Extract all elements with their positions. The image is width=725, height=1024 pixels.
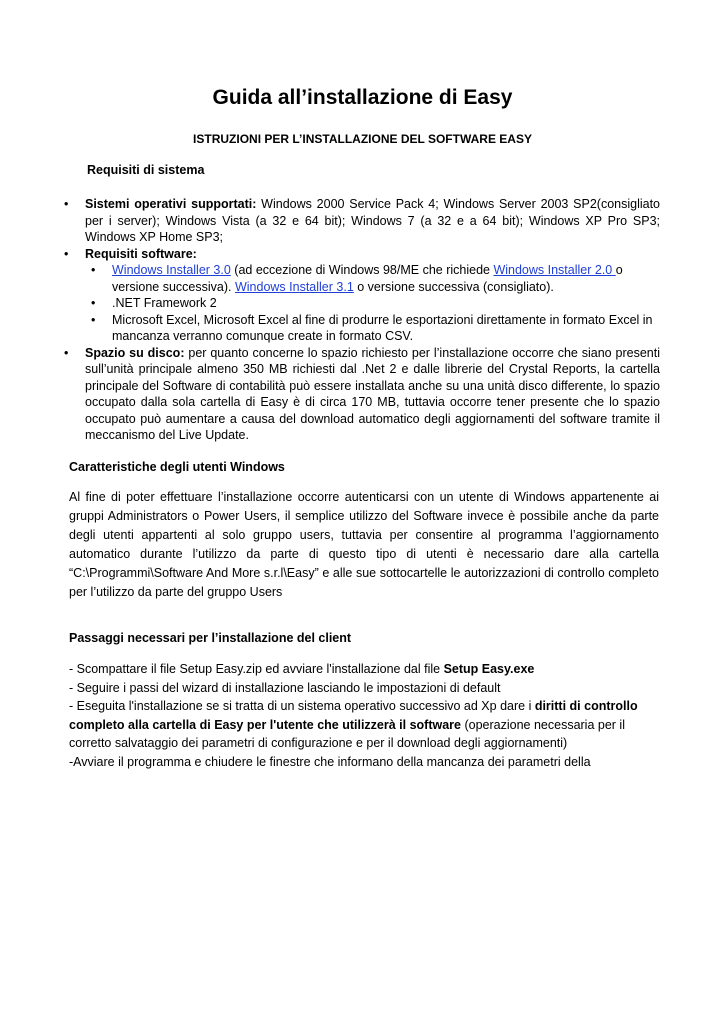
- list-item-disk: [85, 345, 660, 444]
- step-3-after: (operazione necessaria per il corretto salvataggio dei parametri di configurazione e per il download degli aggiornamenti): [69, 717, 625, 750]
- list-item-os: [85, 196, 660, 246]
- os-text: Windows 2000 Service Pack 4; Windows Server 2003 SP2(consigliato per i server); Windows Vista (a 32 e 64 bit); Windows 7 (a 32 e a 64 bit); Windows XP Pro SP3; Windows XP Home SP3;: [85, 197, 661, 244]
- client-heading: Passaggi necessari per l’installazione del client: [69, 631, 352, 645]
- software-label: Requisiti software:: [85, 246, 197, 261]
- step-4: -Avviare il programma e chiudere le finestre che informano della mancanza dei parametri della: [69, 754, 591, 769]
- requirements-list: [85, 196, 660, 444]
- step-2: - Seguire i passi del wizard di installazione lasciando le impostazioni di default: [69, 680, 501, 695]
- disk-label: Spazio su disco:: [85, 345, 185, 360]
- client-steps: [69, 660, 659, 771]
- sublist-item-dotnet: • .NET Framework 2: [85, 295, 660, 312]
- windows-installer-3-0-link[interactable]: Windows Installer 3.0: [112, 263, 231, 277]
- document-title: Guida all’installazione di Easy: [212, 86, 513, 109]
- step-3: [69, 697, 659, 753]
- step-3-bold: diritti di controllo completo alla cartella di Easy per l'utente che utilizzerà il software: [69, 699, 638, 732]
- installer-text-2: o versione successiva).: [112, 263, 623, 294]
- document-subtitle: ISTRUZIONI PER L’INSTALLAZIONE DEL SOFTWARE EASY: [193, 132, 532, 146]
- sublist-item-excel: • Microsoft Excel, Microsoft Excel al fine di produrre le esportazioni direttamente in formato Excel in mancanza verranno comunque create in formato CSV.: [85, 312, 660, 345]
- step-1-text: - Scompattare il file Setup Easy.zip ed avviare l'installazione dal file: [69, 662, 444, 676]
- windows-installer-2-0-link[interactable]: Windows Installer 2.0: [493, 263, 616, 277]
- software-sublist: [85, 262, 660, 345]
- users-paragraph: Al fine di poter effettuare l’installazione occorre autenticarsi con un utente di Windows appartenente ai gruppi Administrators o Power Users, il semplice utilizzo del Software invece è possibile anche da parte degli utenti appartenti al solo gruppo users, tuttavia per consentire al programma l’aggiornamento automatico durante l’utilizzo da parte di questo tipo di utenti è necessario dare alla cartella “C:\Programmi\Software And More s.r.l\Easy” e alle sue sottocartelle le autorizzazioni di controllo completo per l’utilizzo da parte del gruppo Users: [69, 490, 659, 599]
- installer-text-3: o versione successiva (consigliato).: [353, 279, 554, 294]
- list-item-software: [85, 246, 660, 345]
- users-heading: Caratteristiche degli utenti Windows: [69, 460, 285, 474]
- setup-exe-filename: Setup Easy.exe: [443, 662, 535, 676]
- sublist-item-installer: [85, 262, 660, 295]
- step-1: [69, 660, 659, 679]
- disk-text: per quanto concerne lo spazio richiesto per l’installazione occorre che siano presenti sull’unità principale almeno 350 MB richiesti dal .Net 2 e dalle librerie del Crystal Reports, la cartella principale del Software di contabilità può essere installata anche su una unità disco differente, lo spazio occupato dalla sola cartella di Easy è di circa 170 MB, tuttavia occorre tener presente che lo spazio occupato può aumentare a causa del download automatico degli aggiornamenti del software tramite il meccanismo del Live Update.: [85, 345, 660, 442]
- os-label: Sistemi operativi supportati:: [85, 197, 257, 211]
- windows-installer-3-1-link[interactable]: Windows Installer 3.1: [234, 279, 354, 294]
- installer-text-1: (ad eccezione di Windows 98/ME che richiede: [230, 263, 494, 277]
- requirements-heading: Requisiti di sistema: [87, 163, 205, 177]
- step-3-text: - Eseguita l'installazione se si tratta di un sistema operativo successivo ad Xp dare i: [69, 699, 535, 713]
